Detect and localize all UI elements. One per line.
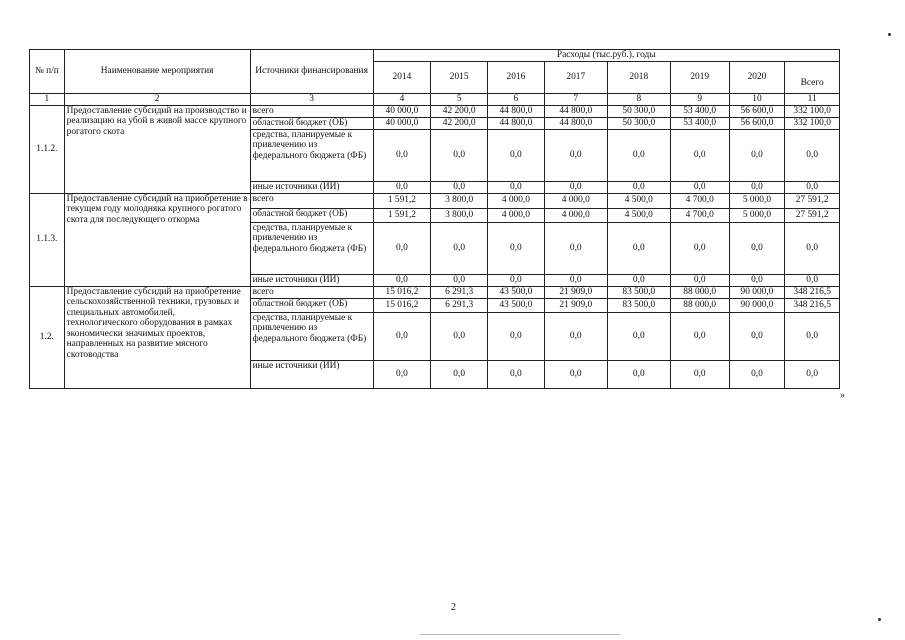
header-year: 2018: [607, 62, 670, 94]
value-cell: 83 500,0: [607, 298, 670, 312]
value-cell: 0,0: [488, 360, 545, 388]
table-row: [30, 286, 840, 298]
value-cell: 42 200,0: [431, 117, 488, 129]
header-year: 2015: [431, 62, 488, 94]
column-index-row: [30, 94, 840, 106]
value-cell: 88 000,0: [670, 286, 729, 298]
value-cell: 0,0: [373, 360, 431, 388]
source-other: иные источники (ИИ): [250, 274, 373, 286]
value-cell: 53 400,0: [670, 105, 729, 117]
measure-code: 1.1.2.: [30, 105, 65, 193]
value-cell: 50 300,0: [607, 117, 670, 129]
source-all: всего: [250, 286, 373, 298]
total-cell: 348 216,5: [785, 298, 840, 312]
measure-name: Предоставление субсидий на производство и реализацию на убой в живой массе крупного рогатого скота: [64, 105, 250, 193]
value-cell: 0,0: [544, 360, 607, 388]
table-row: [30, 105, 840, 117]
value-cell: 0,0: [670, 274, 729, 286]
header-source: Источники финансирования: [250, 50, 373, 94]
value-cell: 4 000,0: [488, 208, 545, 222]
column-index: 3: [250, 94, 373, 106]
value-cell: 4 500,0: [607, 193, 670, 208]
value-cell: 43 500,0: [488, 286, 545, 298]
value-cell: 15 016,2: [373, 298, 431, 312]
value-cell: 3 800,0: [431, 193, 488, 208]
value-cell: 50 300,0: [607, 105, 670, 117]
value-cell: 0,0: [607, 222, 670, 274]
value-cell: 0,0: [544, 181, 607, 193]
value-cell: 0,0: [373, 129, 431, 181]
column-index: 6: [488, 94, 545, 106]
column-index: 9: [670, 94, 729, 106]
value-cell: 0,0: [729, 312, 785, 360]
value-cell: 0,0: [607, 360, 670, 388]
source-other: иные источники (ИИ): [250, 181, 373, 193]
column-index: 4: [373, 94, 431, 106]
value-cell: 4 000,0: [544, 208, 607, 222]
value-cell: 0,0: [544, 222, 607, 274]
value-cell: 90 000,0: [729, 298, 785, 312]
value-cell: 0,0: [431, 360, 488, 388]
value-cell: 44 800,0: [544, 105, 607, 117]
column-index: 11: [785, 94, 840, 106]
table-row: [30, 193, 840, 208]
measure-code: 1.1.3.: [30, 193, 65, 286]
total-cell: 332 100,0: [785, 105, 840, 117]
value-cell: 0,0: [670, 360, 729, 388]
value-cell: 0,0: [544, 274, 607, 286]
value-cell: 42 200,0: [431, 105, 488, 117]
source-regional: областной бюджет (ОБ): [250, 298, 373, 312]
column-index: 2: [64, 94, 250, 106]
value-cell: 0,0: [670, 129, 729, 181]
value-cell: 0,0: [607, 312, 670, 360]
value-cell: 21 909,0: [544, 286, 607, 298]
column-index: 5: [431, 94, 488, 106]
header-year: 2020: [729, 62, 785, 94]
scan-artifact-line: [420, 634, 620, 635]
total-cell: 27 591,2: [785, 208, 840, 222]
value-cell: 4 000,0: [544, 193, 607, 208]
header-year: 2016: [488, 62, 545, 94]
source-all: всего: [250, 193, 373, 208]
value-cell: 0,0: [607, 181, 670, 193]
value-cell: 0,0: [488, 181, 545, 193]
source-federal: средства, планируемые к привлечению из федерального бюджета (ФБ): [250, 129, 373, 181]
value-cell: 0,0: [670, 312, 729, 360]
total-cell: 27 591,2: [785, 193, 840, 208]
total-cell: 348 216,5: [785, 286, 840, 298]
value-cell: 0,0: [729, 222, 785, 274]
value-cell: 6 291,3: [431, 298, 488, 312]
value-cell: 44 800,0: [488, 117, 545, 129]
value-cell: 83 500,0: [607, 286, 670, 298]
value-cell: 1 591,2: [373, 193, 431, 208]
source-federal: средства, планируемые к привлечению из федерального бюджета (ФБ): [250, 222, 373, 274]
value-cell: 0,0: [373, 274, 431, 286]
value-cell: 0,0: [373, 181, 431, 193]
value-cell: 53 400,0: [670, 117, 729, 129]
source-regional: областной бюджет (ОБ): [250, 208, 373, 222]
header-expenses: Расходы (тыс.руб.), годы: [373, 50, 839, 62]
value-cell: 0,0: [607, 129, 670, 181]
value-cell: 4 700,0: [670, 208, 729, 222]
value-cell: 4 700,0: [670, 193, 729, 208]
total-cell: 0,0: [785, 274, 840, 286]
value-cell: 4 500,0: [607, 208, 670, 222]
value-cell: 0,0: [488, 129, 545, 181]
value-cell: 0,0: [729, 274, 785, 286]
value-cell: 0,0: [431, 129, 488, 181]
value-cell: 15 016,2: [373, 286, 431, 298]
expenses-table: [29, 49, 840, 389]
value-cell: 0,0: [431, 312, 488, 360]
measure-code: 1.2.: [30, 286, 65, 388]
header-year: 2017: [544, 62, 607, 94]
value-cell: 90 000,0: [729, 286, 785, 298]
source-other: иные источники (ИИ): [250, 360, 373, 388]
value-cell: 43 500,0: [488, 298, 545, 312]
value-cell: 6 291,3: [431, 286, 488, 298]
value-cell: 0,0: [431, 274, 488, 286]
header-year: 2014: [373, 62, 431, 94]
value-cell: 0,0: [729, 360, 785, 388]
value-cell: 0,0: [544, 129, 607, 181]
column-index: 8: [607, 94, 670, 106]
value-cell: 0,0: [488, 274, 545, 286]
page-number: 2: [451, 602, 456, 613]
value-cell: 88 000,0: [670, 298, 729, 312]
total-cell: 0,0: [785, 181, 840, 193]
value-cell: 0,0: [431, 181, 488, 193]
value-cell: 40 000,0: [373, 117, 431, 129]
source-regional: областной бюджет (ОБ): [250, 117, 373, 129]
column-index: 7: [544, 94, 607, 106]
value-cell: 0,0: [670, 222, 729, 274]
value-cell: 56 600,0: [729, 117, 785, 129]
total-cell: 0,0: [785, 129, 840, 181]
value-cell: 0,0: [488, 312, 545, 360]
total-cell: 332 100,0: [785, 117, 840, 129]
scan-speck: [888, 33, 891, 36]
value-cell: 1 591,2: [373, 208, 431, 222]
value-cell: 0,0: [373, 312, 431, 360]
value-cell: 44 800,0: [544, 117, 607, 129]
total-cell: 0,0: [785, 360, 840, 388]
total-cell: 0,0: [785, 312, 840, 360]
value-cell: 21 909,0: [544, 298, 607, 312]
value-cell: 0,0: [729, 181, 785, 193]
header-num: № п/п: [30, 50, 65, 94]
value-cell: 0,0: [729, 129, 785, 181]
value-cell: 56 600,0: [729, 105, 785, 117]
value-cell: 0,0: [670, 181, 729, 193]
value-cell: 40 000,0: [373, 105, 431, 117]
value-cell: 5 000,0: [729, 208, 785, 222]
value-cell: 3 800,0: [431, 208, 488, 222]
closing-quote: »: [840, 390, 845, 401]
measure-name: Предоставление субсидий на приобретение сельскохозяйственной техники, грузовых и специальных автомобилей, технологического оборудования в рамках экономически значимых проектов, направленных на развитие мясного скотоводства: [64, 286, 250, 388]
value-cell: 0,0: [607, 274, 670, 286]
scan-speck: [878, 618, 881, 621]
value-cell: 0,0: [373, 222, 431, 274]
header-name: Наименование мероприятия: [64, 50, 250, 94]
measure-name: Предоставление субсидий на приобретение в текущем году молодняка крупного рогатого скота для последующего откорма: [64, 193, 250, 286]
source-all: всего: [250, 105, 373, 117]
value-cell: 0,0: [488, 222, 545, 274]
value-cell: 4 000,0: [488, 193, 545, 208]
source-federal: средства, планируемые к привлечению из федерального бюджета (ФБ): [250, 312, 373, 360]
value-cell: 5 000,0: [729, 193, 785, 208]
value-cell: 44 800,0: [488, 105, 545, 117]
value-cell: 0,0: [431, 222, 488, 274]
column-index: 10: [729, 94, 785, 106]
value-cell: 0,0: [544, 312, 607, 360]
header-total: Всего: [785, 62, 840, 94]
column-index: 1: [30, 94, 65, 106]
total-cell: 0,0: [785, 222, 840, 274]
header-year: 2019: [670, 62, 729, 94]
